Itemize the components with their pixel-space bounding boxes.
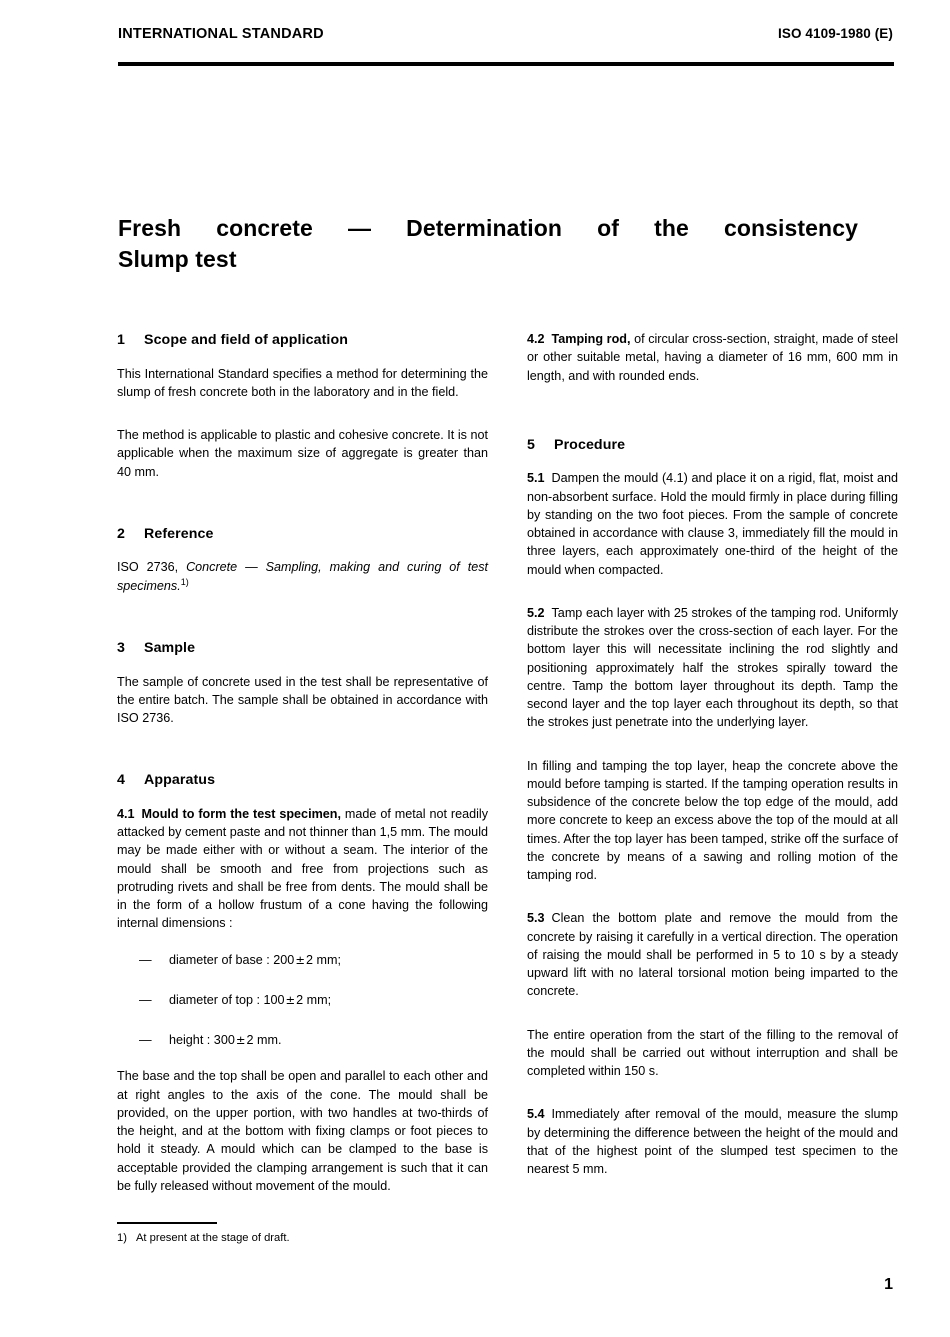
clause-5-1-number: 5.1 — [527, 471, 545, 486]
paragraph-spacer — [527, 1093, 898, 1105]
section-1-paragraph-1: This International Standard specifies a method for determining the slump of fresh concrete both in the laboratory and in the field. — [117, 366, 488, 399]
section-5-number: 5 — [527, 436, 535, 453]
clause-5-3-number: 5.3 — [527, 911, 545, 926]
list-item — [117, 951, 488, 969]
document-title-line-1: Fresh concrete — Determination of the consistency — [118, 215, 858, 242]
list-item — [117, 991, 488, 1009]
section-1-heading — [117, 330, 488, 351]
paragraph-spacer — [527, 745, 898, 757]
clause-5-4-number: 5.4 — [527, 1107, 545, 1122]
list-dash-icon: — — [139, 1033, 152, 1048]
footnote-separator-rule — [117, 1222, 217, 1224]
section-3-title: Sample — [144, 639, 196, 656]
footnote-text: At present at the stage of draft. — [135, 1232, 290, 1244]
section-spacer — [527, 415, 898, 435]
paragraph-spacer — [527, 1014, 898, 1026]
reference-footnote-marker: 1) — [180, 576, 189, 587]
right-column — [527, 330, 898, 1178]
section-2-reference — [117, 558, 488, 595]
header-standard-label: INTERNATIONAL STANDARD — [118, 26, 324, 42]
page-header — [118, 26, 893, 42]
left-column — [117, 330, 488, 1195]
list-item — [117, 1031, 488, 1049]
section-4-number: 4 — [117, 772, 125, 789]
clause-4-1-paragraph — [117, 805, 488, 933]
clause-4-1-number: 4.1 — [117, 806, 135, 821]
section-spacer — [117, 608, 488, 638]
section-spacer — [117, 494, 488, 524]
dimension-value: 2 mm; — [296, 992, 332, 1007]
clause-5-1-paragraph — [527, 469, 898, 579]
section-1-title: Scope and field of application — [144, 332, 349, 348]
section-1-paragraph-2: The method is applicable to plastic and cohesive concrete. It is not applicable when the maximum size of aggregate is greater than 40 mm. — [117, 428, 488, 479]
clause-5-1-text: Dampen the mould (4.1) and place it on a rigid, flat, moist and non-absorbent surface. Hold the mould firmly in place during filling by standing on the two foot pieces. From the sample of concrete obtained in accordance with clause 3, immediately fill the mould in three layers, each approximately one-third of the height of the mould when compacted. — [527, 471, 898, 577]
list-dash-icon: — — [139, 992, 152, 1007]
header-standard-number: ISO 4109-1980 (E) — [777, 26, 893, 41]
clause-4-1-text: made of metal not readily attacked by cement paste and not thinner than 1,5 mm. The mould may be made either with or without a seam. The interior of the mould shall be smooth and free from projections such as protruding rivets and shall be free from dents. The mould shall be in the form of a hollow frustum of a cone having the following internal dimensions : — [117, 806, 488, 931]
clause-5-2-number: 5.2 — [527, 605, 545, 620]
section-3-number: 3 — [117, 639, 125, 656]
clause-5-4-text: Immediately after removal of the mould, measure the slump by determining the difference between the height of the mould and that of the highest point of the slumped test specimen to the nearest 5 mm. — [527, 1107, 898, 1177]
clause-5-3-text: Clean the bottom plate and remove the mould from the concrete by raising it carefully in a vertical direction. The operation of raising the mould shall be performed in 5 to 10 s by a steady upward lift with no lateral torsional motion being imparted to the concrete. — [527, 911, 898, 999]
footnote-marker: 1) — [117, 1232, 127, 1244]
plus-minus-icon: ± — [295, 952, 305, 967]
section-spacer — [117, 740, 488, 770]
clause-4-2-paragraph — [527, 330, 898, 385]
section-4-heading — [117, 770, 488, 791]
clause-5-3-paragraph — [527, 909, 898, 1000]
section-5-title: Procedure — [554, 436, 626, 453]
mould-dimensions-list — [117, 951, 488, 1050]
section-5-heading — [527, 435, 898, 456]
reference-italic-title: Concrete — Sampling, making and curing of test specimens. — [117, 560, 488, 593]
paragraph-spacer — [527, 592, 898, 604]
plus-minus-icon: ± — [285, 992, 296, 1007]
document-title-line-2: Slump test — [118, 246, 237, 273]
dimension-label: diameter of base : 200 — [169, 952, 295, 967]
section-1-number: 1 — [117, 332, 125, 348]
section-spacer — [527, 385, 898, 415]
clause-4-1-bold-lead: Mould to form the test specimen, — [141, 806, 341, 821]
list-dash-icon: — — [139, 952, 152, 967]
page-number: 1 — [884, 1276, 893, 1293]
clause-5-2-text: Tamp each layer with 25 strokes of the tamping rod. Uniformly distribute the strokes over the cross-section of each layer. For the bottom layer this will necessitate inclining the rod slightly and positioning approximately half the strokes spirally toward the centre. Tamp the bottom layer throughout its depth. Tamp the second layer and the top layer each throughout its depth, so that the strokes just penetrate into the underlying layer. — [527, 605, 898, 730]
section-2-number: 2 — [117, 525, 125, 542]
section-4-title: Apparatus — [144, 772, 216, 789]
document-title — [118, 213, 858, 275]
entire-operation-paragraph: The entire operation from the start of the filling to the removal of the mould shall be carried out without interruption and shall be completed within 150 s. — [527, 1027, 898, 1079]
paragraph-spacer — [117, 414, 488, 426]
footnote — [117, 1231, 517, 1247]
clause-5-2-paragraph — [527, 604, 898, 732]
dimension-label: diameter of top : 100 — [169, 992, 285, 1007]
section-2-heading — [117, 524, 488, 545]
clause-4-1-closing-paragraph: The base and the top shall be open and parallel to each other and at right angles to the axis of the cone. The mould shall be provided, on the upper portion, with two handles at two-thirds of the height, and at the bottom with fixing clamps or foot pieces to hold it steady. A mould which can be clamped to the base is acceptable provided the clamping arrangement is such that it can be fully released without movement of the mould. — [117, 1069, 488, 1193]
clause-5-4-paragraph — [527, 1105, 898, 1178]
section-2-title: Reference — [144, 525, 214, 542]
reference-prefix: ISO 2736, — [117, 560, 187, 575]
clause-4-2-number: 4.2 — [527, 332, 545, 346]
dimension-value: 2 mm; — [305, 952, 341, 967]
section-3-heading — [117, 638, 488, 659]
paragraph-spacer — [527, 897, 898, 909]
dimension-value: 2 mm. — [246, 1033, 282, 1048]
header-divider-rule — [118, 62, 894, 66]
plus-minus-icon: ± — [235, 1033, 246, 1048]
clause-4-2-text: of circular cross-section, straight, made of steel or other suitable metal, having a diameter of 16 mm, 600 mm in length, and with rounded ends. — [527, 332, 899, 383]
filling-and-tamping-paragraph: In filling and tamping the top layer, heap the concrete above the mould before tamping is started. If the tamping operation results in subsidence of the concrete below the top edge of the mould, add more concrete to keep an excess above the top of the mould at all times. After the top layer has been tamped, strike off the surface of the concrete by means of a sawing and rolling motion of the tamping rod. — [527, 758, 898, 883]
dimension-label: height : 300 — [169, 1033, 235, 1048]
section-3-paragraph-1: The sample of concrete used in the test shall be representative of the entire batch. The sample shall be obtained in accordance with ISO 2736. — [117, 674, 488, 726]
clause-4-2-bold-lead: Tamping rod, — [551, 332, 631, 346]
